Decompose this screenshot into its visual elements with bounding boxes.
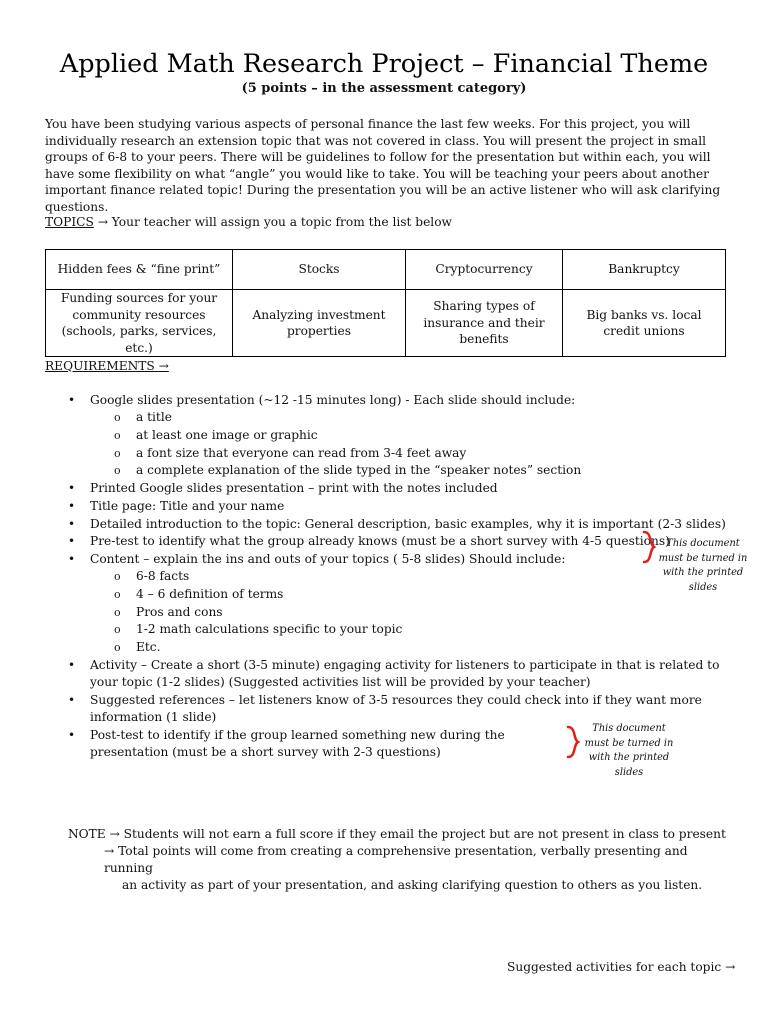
list-sub-item: o Pros and cons (136, 604, 656, 622)
list-sub-item: o a title (136, 409, 656, 427)
list-item: • Post-test to identify if the group learned something new during the presentation (must be a short survey with 2-3 questions) (68, 727, 505, 760)
list-item: • Suggested references – let listeners know of 3-5 resources they could check into if they want more information (1 slide) (68, 692, 702, 725)
list-sub-item: o Etc. (136, 639, 656, 657)
sub-bullet-icon: o (114, 429, 121, 442)
sub-bullet-icon: o (114, 588, 121, 601)
note-section (68, 826, 728, 894)
sub-bullet-icon: o (114, 570, 121, 583)
topic-cell: Stocks (233, 250, 406, 290)
arrow-icon: → (158, 359, 169, 373)
list-sub-item: o 4 – 6 definition of terms (136, 586, 656, 604)
topics-heading (45, 214, 735, 231)
list-sub-item: o 6-8 facts (136, 568, 656, 586)
list-item: • Pre-test to identify what the group already knows (must be a short survey with 4-5 questions) (90, 533, 730, 551)
note-line: an activity as part of your presentation, and asking clarifying question to others as you listen. (122, 878, 703, 892)
topic-cell: Hidden fees & “fine print” (46, 250, 233, 290)
arrow-icon: → (97, 215, 108, 229)
bullet-icon: • (68, 657, 76, 672)
page-subtitle: (5 points – in the assessment category) (241, 81, 527, 96)
bullet-icon: • (68, 516, 76, 531)
note-line: NOTE → Students will not earn a full score if they email the project but are not present in class to present (68, 827, 726, 841)
list-item: • Title page: Title and your name (90, 498, 730, 516)
topic-cell: Bankruptcy (563, 250, 726, 290)
topic-cell: Sharing types of insurance and their benefits (406, 290, 563, 357)
arrow-icon: → (109, 827, 120, 841)
list-sub-item: o 1-2 math calculations specific to your topic (136, 621, 656, 639)
page-title: Applied Math Research Project – Financial Theme (59, 49, 709, 79)
topic-cell: Cryptocurrency (406, 250, 563, 290)
bullet-icon: • (68, 393, 76, 407)
intro-paragraph: You have been studying various aspects of personal finance the last few weeks. For this project, you will individually research an extension topic that was not covered in class. You will present the project in small groups of 6-8 to your peers. There will be guidelines to follow for the presentation but within each, you will have some flexibility on what “angle” you would like to take. You will be teaching your peers about another important finance related topic! During the presentation you will be an active listener who will ask clarifying questions. (45, 117, 721, 214)
table-row (46, 250, 726, 290)
list-sub-item: o a complete explanation of the slide typed in the “speaker notes” section (136, 462, 656, 480)
sub-bullet-icon: o (114, 641, 121, 654)
topic-cell: Analyzing investment properties (233, 290, 406, 357)
bullet-icon: • (68, 692, 76, 707)
side-note: This document must be turned in with the printed slides (584, 723, 674, 778)
list-item: • Activity – Create a short (3-5 minute) engaging activity for listeners to participate in that is related to your topic (1-2 slides) (Suggested activities list will be provided by your teacher) (68, 657, 720, 690)
sub-bullet-icon: o (114, 464, 121, 477)
list-item: • Printed Google slides presentation – print with the notes included (90, 480, 730, 498)
topics-instruction: Your teacher will assign you a topic from the list below (111, 215, 452, 229)
list-item: • Detailed introduction to the topic: General description, basic examples, why it is important (2-3 slides) (90, 516, 730, 534)
side-note: This document must be turned in with the printed slides (658, 538, 748, 593)
note-label: NOTE (68, 827, 106, 841)
bullet-icon: • (68, 727, 76, 742)
requirements-heading (45, 358, 169, 375)
list-item: • Content – explain the ins and outs of your topics ( 5-8 slides) Should include: (90, 551, 730, 569)
topic-cell: Big banks vs. local credit unions (563, 290, 726, 357)
table-row (46, 290, 726, 357)
list-sub-item: o a font size that everyone can read from 3-4 feet away (136, 445, 656, 463)
sub-bullet-icon: o (114, 605, 121, 619)
arrow-icon: → (104, 844, 115, 858)
sub-bullet-icon: o (114, 446, 121, 460)
topic-cell: Funding sources for your community resources (schools, parks, services, etc.) (46, 290, 233, 357)
requirements-label: REQUIREMENTS → (45, 359, 169, 373)
sub-bullet-icon: o (114, 623, 121, 636)
topics-table (45, 249, 726, 357)
sub-bullet-icon: o (114, 411, 121, 424)
note-line: → Total points will come from creating a comprehensive presentation, verbally presenting and running (104, 844, 688, 875)
bullet-icon: • (68, 534, 76, 548)
topics-label: TOPICS (45, 215, 94, 229)
footer-text: Suggested activities for each topic → (507, 960, 736, 974)
bullet-icon: • (68, 481, 76, 495)
bullet-icon: • (68, 499, 76, 513)
bullet-icon: • (68, 551, 76, 566)
list-sub-item: o at least one image or graphic (136, 427, 656, 445)
list-item: • Google slides presentation (~12 -15 minutes long) - Each slide should include: (90, 392, 730, 410)
